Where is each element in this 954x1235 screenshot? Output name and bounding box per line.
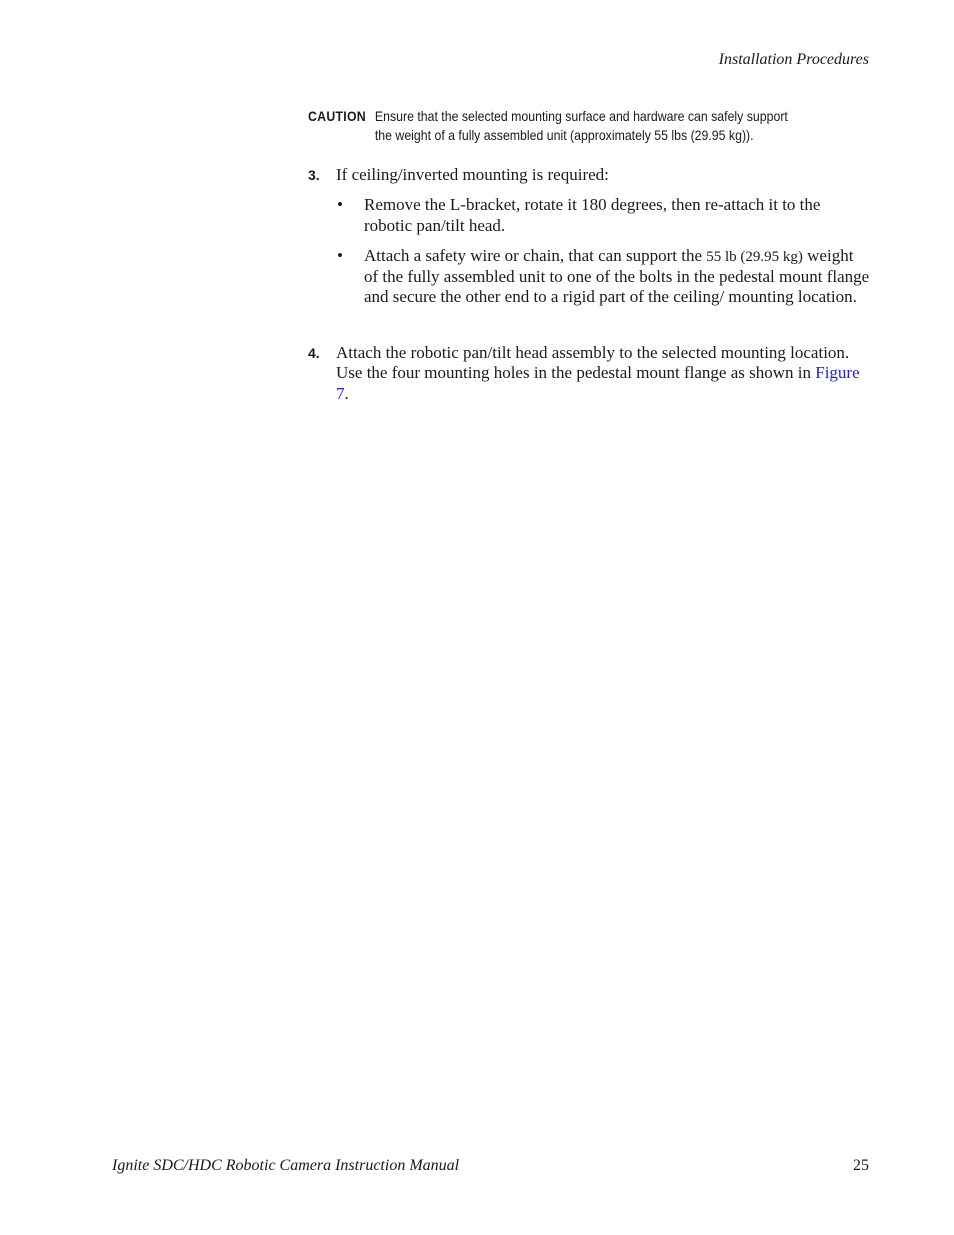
bullet-icon: • <box>337 245 343 265</box>
caution-label: CAUTION <box>308 108 366 124</box>
step-4 <box>308 343 870 404</box>
caution-text <box>375 107 801 145</box>
figure-7-link[interactable]: Figure 7 <box>336 363 860 403</box>
caution-line-1: Ensure that the selected mounting surface and hardware can safely support <box>374 108 788 124</box>
step-text-end: . <box>344 383 349 403</box>
step-3 <box>308 165 870 308</box>
bullet-item <box>337 245 870 308</box>
weight-value: 55 lb (29.95 kg) <box>706 248 803 265</box>
caution-line-2: the weight of a fully assembled unit (approximately 55 lbs (29.95 kg)). <box>374 127 754 143</box>
step-text: If ceiling/inverted mounting is required: <box>336 165 609 184</box>
bullet-text: Remove the L-bracket, rotate it 180 degrees, then re-attach it to the robotic pan/tilt head. <box>364 195 821 235</box>
caution-notice <box>308 107 801 145</box>
step-number: 4. <box>308 345 320 361</box>
bullet-icon: • <box>337 195 343 215</box>
bullet-text-end: weight of the fully assembled unit to one of the bolts in the pedestal mount flange and secure the other end to a rigid part of the ceiling/ mounting location. <box>364 245 870 307</box>
page-number: 25 <box>853 1157 869 1174</box>
step-number: 3. <box>308 167 320 183</box>
bullet-text-start: Attach a safety wire or chain, that can support the <box>364 245 707 265</box>
footer-manual-title: Ignite SDC/HDC Robotic Camera Instruction Manual <box>112 1157 460 1174</box>
bullet-item <box>337 195 870 236</box>
step-text <box>336 343 870 404</box>
step-text-start: Attach the robotic pan/tilt head assembly to the selected mounting location. Use the four mounting holes in the pedestal mount flange as shown in <box>336 343 850 383</box>
running-header: Installation Procedures <box>718 51 869 68</box>
